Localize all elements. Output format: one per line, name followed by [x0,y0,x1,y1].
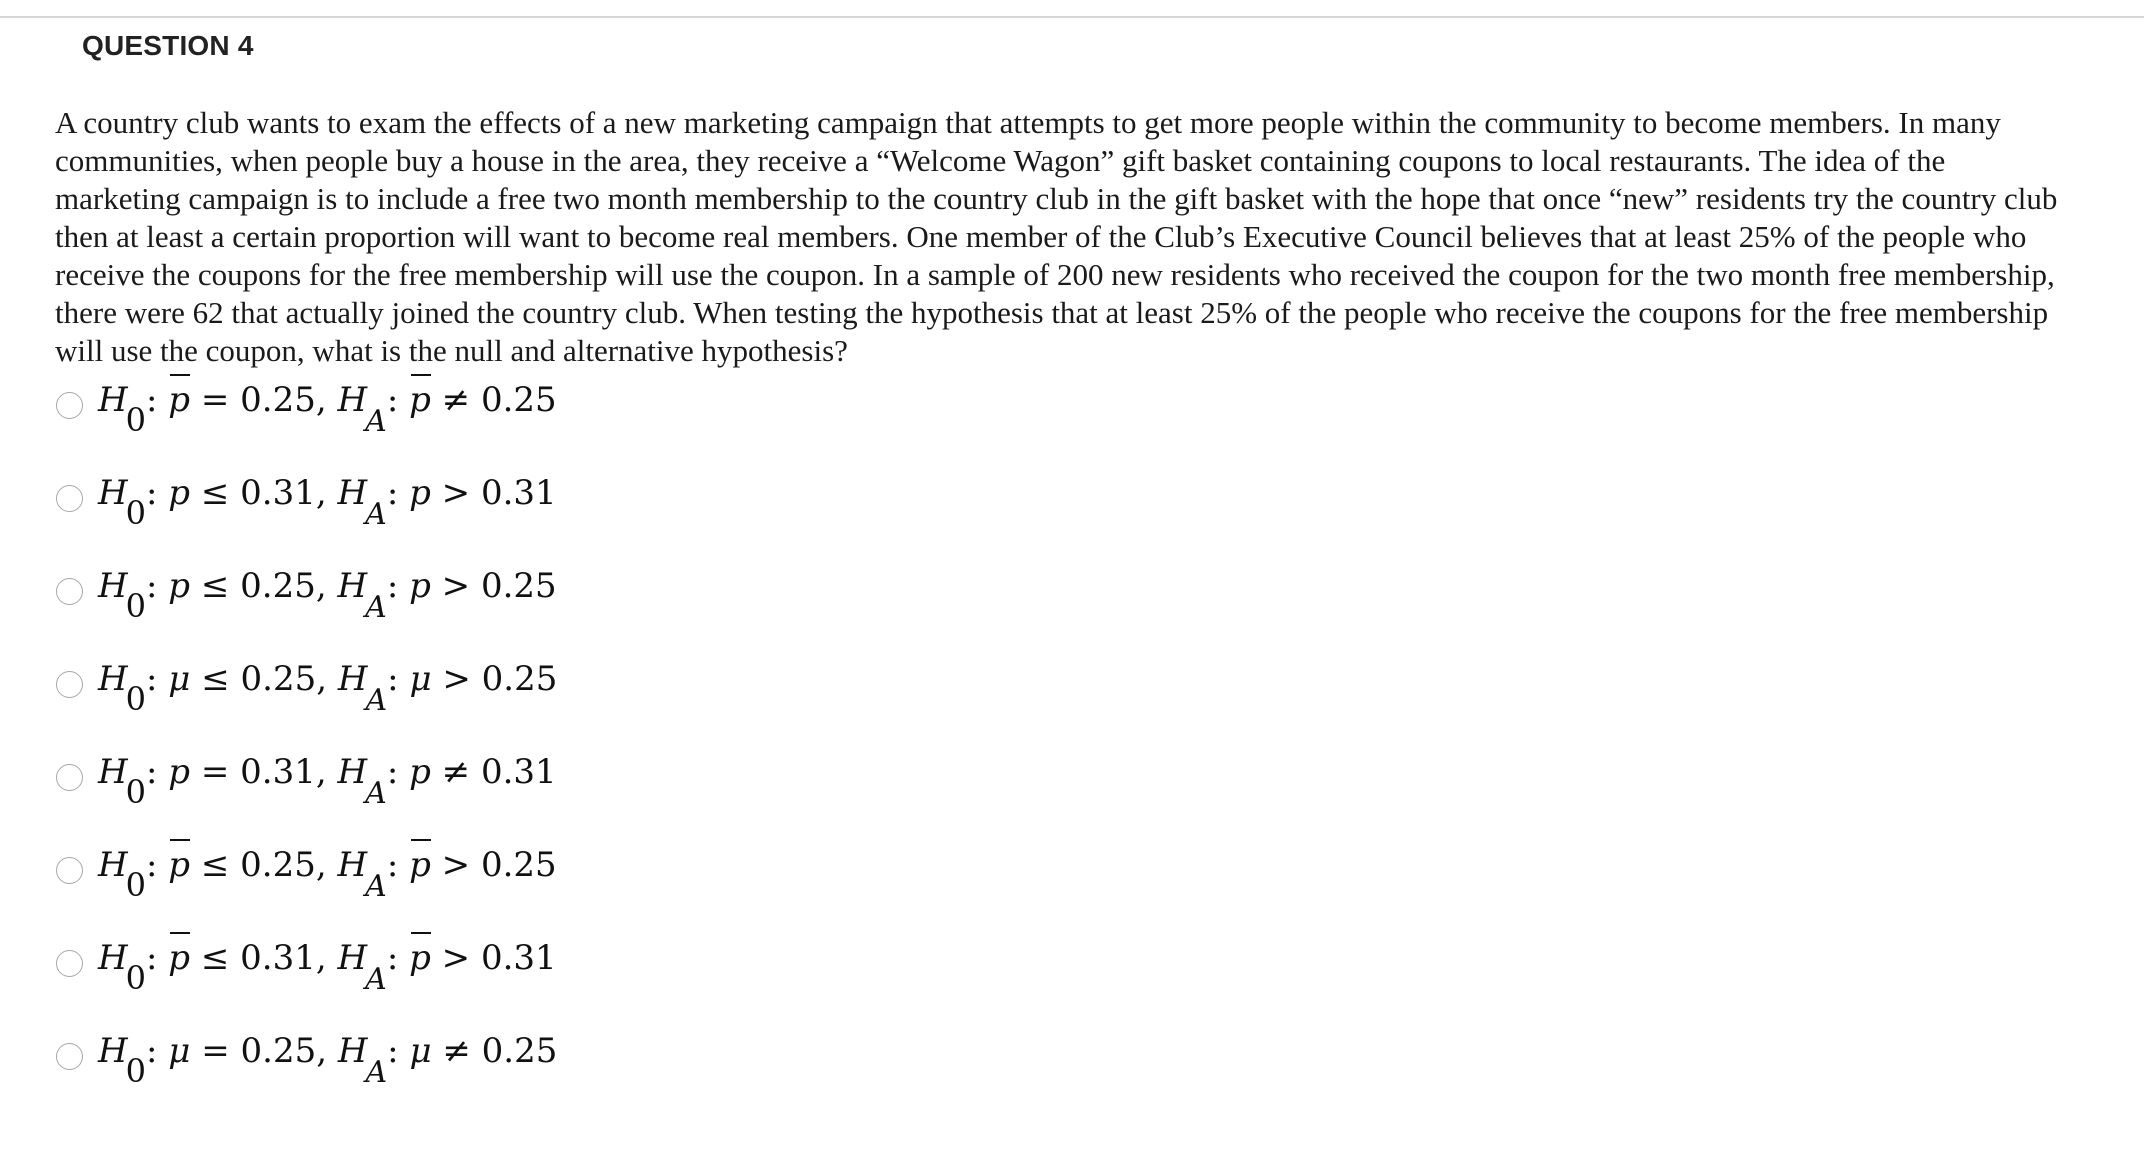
null-parameter: μ [168,659,191,699]
null-parameter: p [168,938,191,978]
alt-subscript: A [365,776,387,811]
answer-option[interactable] [56,473,756,543]
null-relation: ≤ [200,845,230,885]
alt-value: 0.25 [481,1031,558,1071]
hypothesis-formula: H0: p = 0.25, HA: p ≠ 0.25 [98,380,557,439]
alt-hypothesis-symbol: H [337,659,368,699]
radio-button[interactable] [56,857,83,884]
null-subscript: 0 [125,587,147,625]
null-parameter: μ [168,1031,191,1071]
alt-parameter: μ [409,659,432,699]
alt-hypothesis-symbol: H [337,1031,368,1071]
alt-subscript: A [365,404,387,439]
null-subscript: 0 [125,866,147,904]
alt-hypothesis-symbol: H [337,473,368,513]
alt-subscript: A [365,590,387,625]
null-subscript: 0 [125,1052,147,1090]
hypothesis-formula: H0: p ≤ 0.25, HA: p > 0.25 [98,845,557,904]
answer-option[interactable] [56,845,756,915]
null-value: 0.25 [240,566,316,606]
alt-value: 0.31 [480,938,557,978]
alt-subscript: A [365,683,388,718]
alt-parameter: p [409,752,431,792]
hypothesis-formula: H0: p ≤ 0.25, HA: p > 0.25 [98,566,557,625]
alt-hypothesis-symbol: H [337,566,368,606]
alt-relation: > [441,473,471,513]
radio-button[interactable] [56,485,83,512]
answer-option[interactable] [56,659,756,729]
null-value: 0.25 [240,659,317,699]
null-relation: ≤ [200,938,230,978]
null-subscript: 0 [125,494,147,532]
answer-option[interactable] [56,1031,756,1101]
null-hypothesis-symbol: H [98,566,128,606]
question-text: A country club wants to exam the effects of a new marketing campaign that attempts to get more people within the community to become members. In many communities, when people buy a house in the area, they receive a “Welcome Wagon” gift basket containing coupons to local restaurants. The idea of the marketing campaign is to include a free two month membership to the country club in the gift basket with the hope that once “new” residents try the country club then at least a certain proportion will want to become real members. One member of the Club’s Executive Council believes that at least 25% of the people who receive the coupons for the free membership will use the coupon. In a sample of 200 new residents who received the coupon for the two month free membership, there were 62 that actually joined the country club. When testing the hypothesis that at least 25% of the people who receive the coupons for the free membership will use the coupon, what is the null and alternative hypothesis? [55,105,2058,368]
null-subscript: 0 [125,959,147,997]
alt-value: 0.31 [480,752,557,792]
answer-option[interactable] [56,380,756,450]
alt-relation: ≠ [442,1031,471,1071]
alt-value: 0.25 [480,380,557,420]
alt-hypothesis-symbol: H [337,845,368,885]
alt-parameter: p [409,473,431,513]
null-subscript: 0 [125,680,147,718]
alt-value: 0.25 [481,659,558,699]
alt-relation: > [441,938,471,978]
alt-relation: > [441,845,471,885]
null-value: 0.25 [240,845,316,885]
null-relation: = [201,1031,230,1071]
alt-hypothesis-symbol: H [337,752,368,792]
alt-relation: ≠ [441,752,471,792]
null-relation: = [200,752,230,792]
null-value: 0.31 [240,938,316,978]
hypothesis-formula: H0: μ = 0.25, HA: μ ≠ 0.25 [98,1031,558,1090]
null-value: 0.25 [240,380,316,420]
radio-button[interactable] [56,1043,83,1070]
answer-option[interactable] [56,752,756,822]
top-divider [0,16,2144,18]
null-relation: ≤ [201,659,230,699]
alt-relation: > [441,566,471,606]
answer-option[interactable] [56,566,756,636]
alt-parameter: p [409,938,431,978]
alt-subscript: A [365,962,387,997]
question-title: QUESTION 4 [82,30,254,61]
alt-relation: > [442,659,471,699]
null-subscript: 0 [125,773,147,811]
alt-subscript: A [365,1055,388,1090]
answer-option[interactable] [56,938,756,1008]
null-hypothesis-symbol: H [98,659,128,699]
alt-value: 0.25 [480,845,557,885]
null-subscript: 0 [125,401,147,439]
hypothesis-formula: H0: p = 0.31, HA: p ≠ 0.31 [98,752,557,811]
hypothesis-formula: H0: p ≤ 0.31, HA: p > 0.31 [98,938,557,997]
hypothesis-formula: H0: μ ≤ 0.25, HA: μ > 0.25 [98,659,558,718]
radio-button[interactable] [56,764,83,791]
hypothesis-formula: H0: p ≤ 0.31, HA: p > 0.31 [98,473,557,532]
alt-relation: ≠ [441,380,471,420]
null-hypothesis-symbol: H [98,473,128,513]
alt-value: 0.25 [480,566,557,606]
alt-parameter: p [409,380,431,420]
null-parameter: p [168,473,191,513]
alt-hypothesis-symbol: H [337,938,368,978]
null-value: 0.31 [240,473,316,513]
null-hypothesis-symbol: H [98,380,128,420]
null-parameter: p [168,566,191,606]
null-parameter: p [168,845,191,885]
alt-parameter: μ [409,1031,432,1071]
alt-subscript: A [365,497,387,532]
null-parameter: p [168,752,191,792]
null-relation: ≤ [200,566,230,606]
radio-button[interactable] [56,392,83,419]
null-relation: = [200,380,230,420]
null-value: 0.31 [240,752,316,792]
radio-button[interactable] [56,578,83,605]
alt-parameter: p [409,845,431,885]
radio-button[interactable] [56,671,83,698]
null-parameter: p [168,380,191,420]
null-hypothesis-symbol: H [98,845,128,885]
alt-value: 0.31 [480,473,557,513]
alt-parameter: p [409,566,431,606]
alt-subscript: A [365,869,387,904]
null-hypothesis-symbol: H [98,938,128,978]
null-hypothesis-symbol: H [98,752,128,792]
null-relation: ≤ [200,473,230,513]
alt-hypothesis-symbol: H [337,380,368,420]
null-hypothesis-symbol: H [98,1031,128,1071]
radio-button[interactable] [56,950,83,977]
null-value: 0.25 [240,1031,317,1071]
